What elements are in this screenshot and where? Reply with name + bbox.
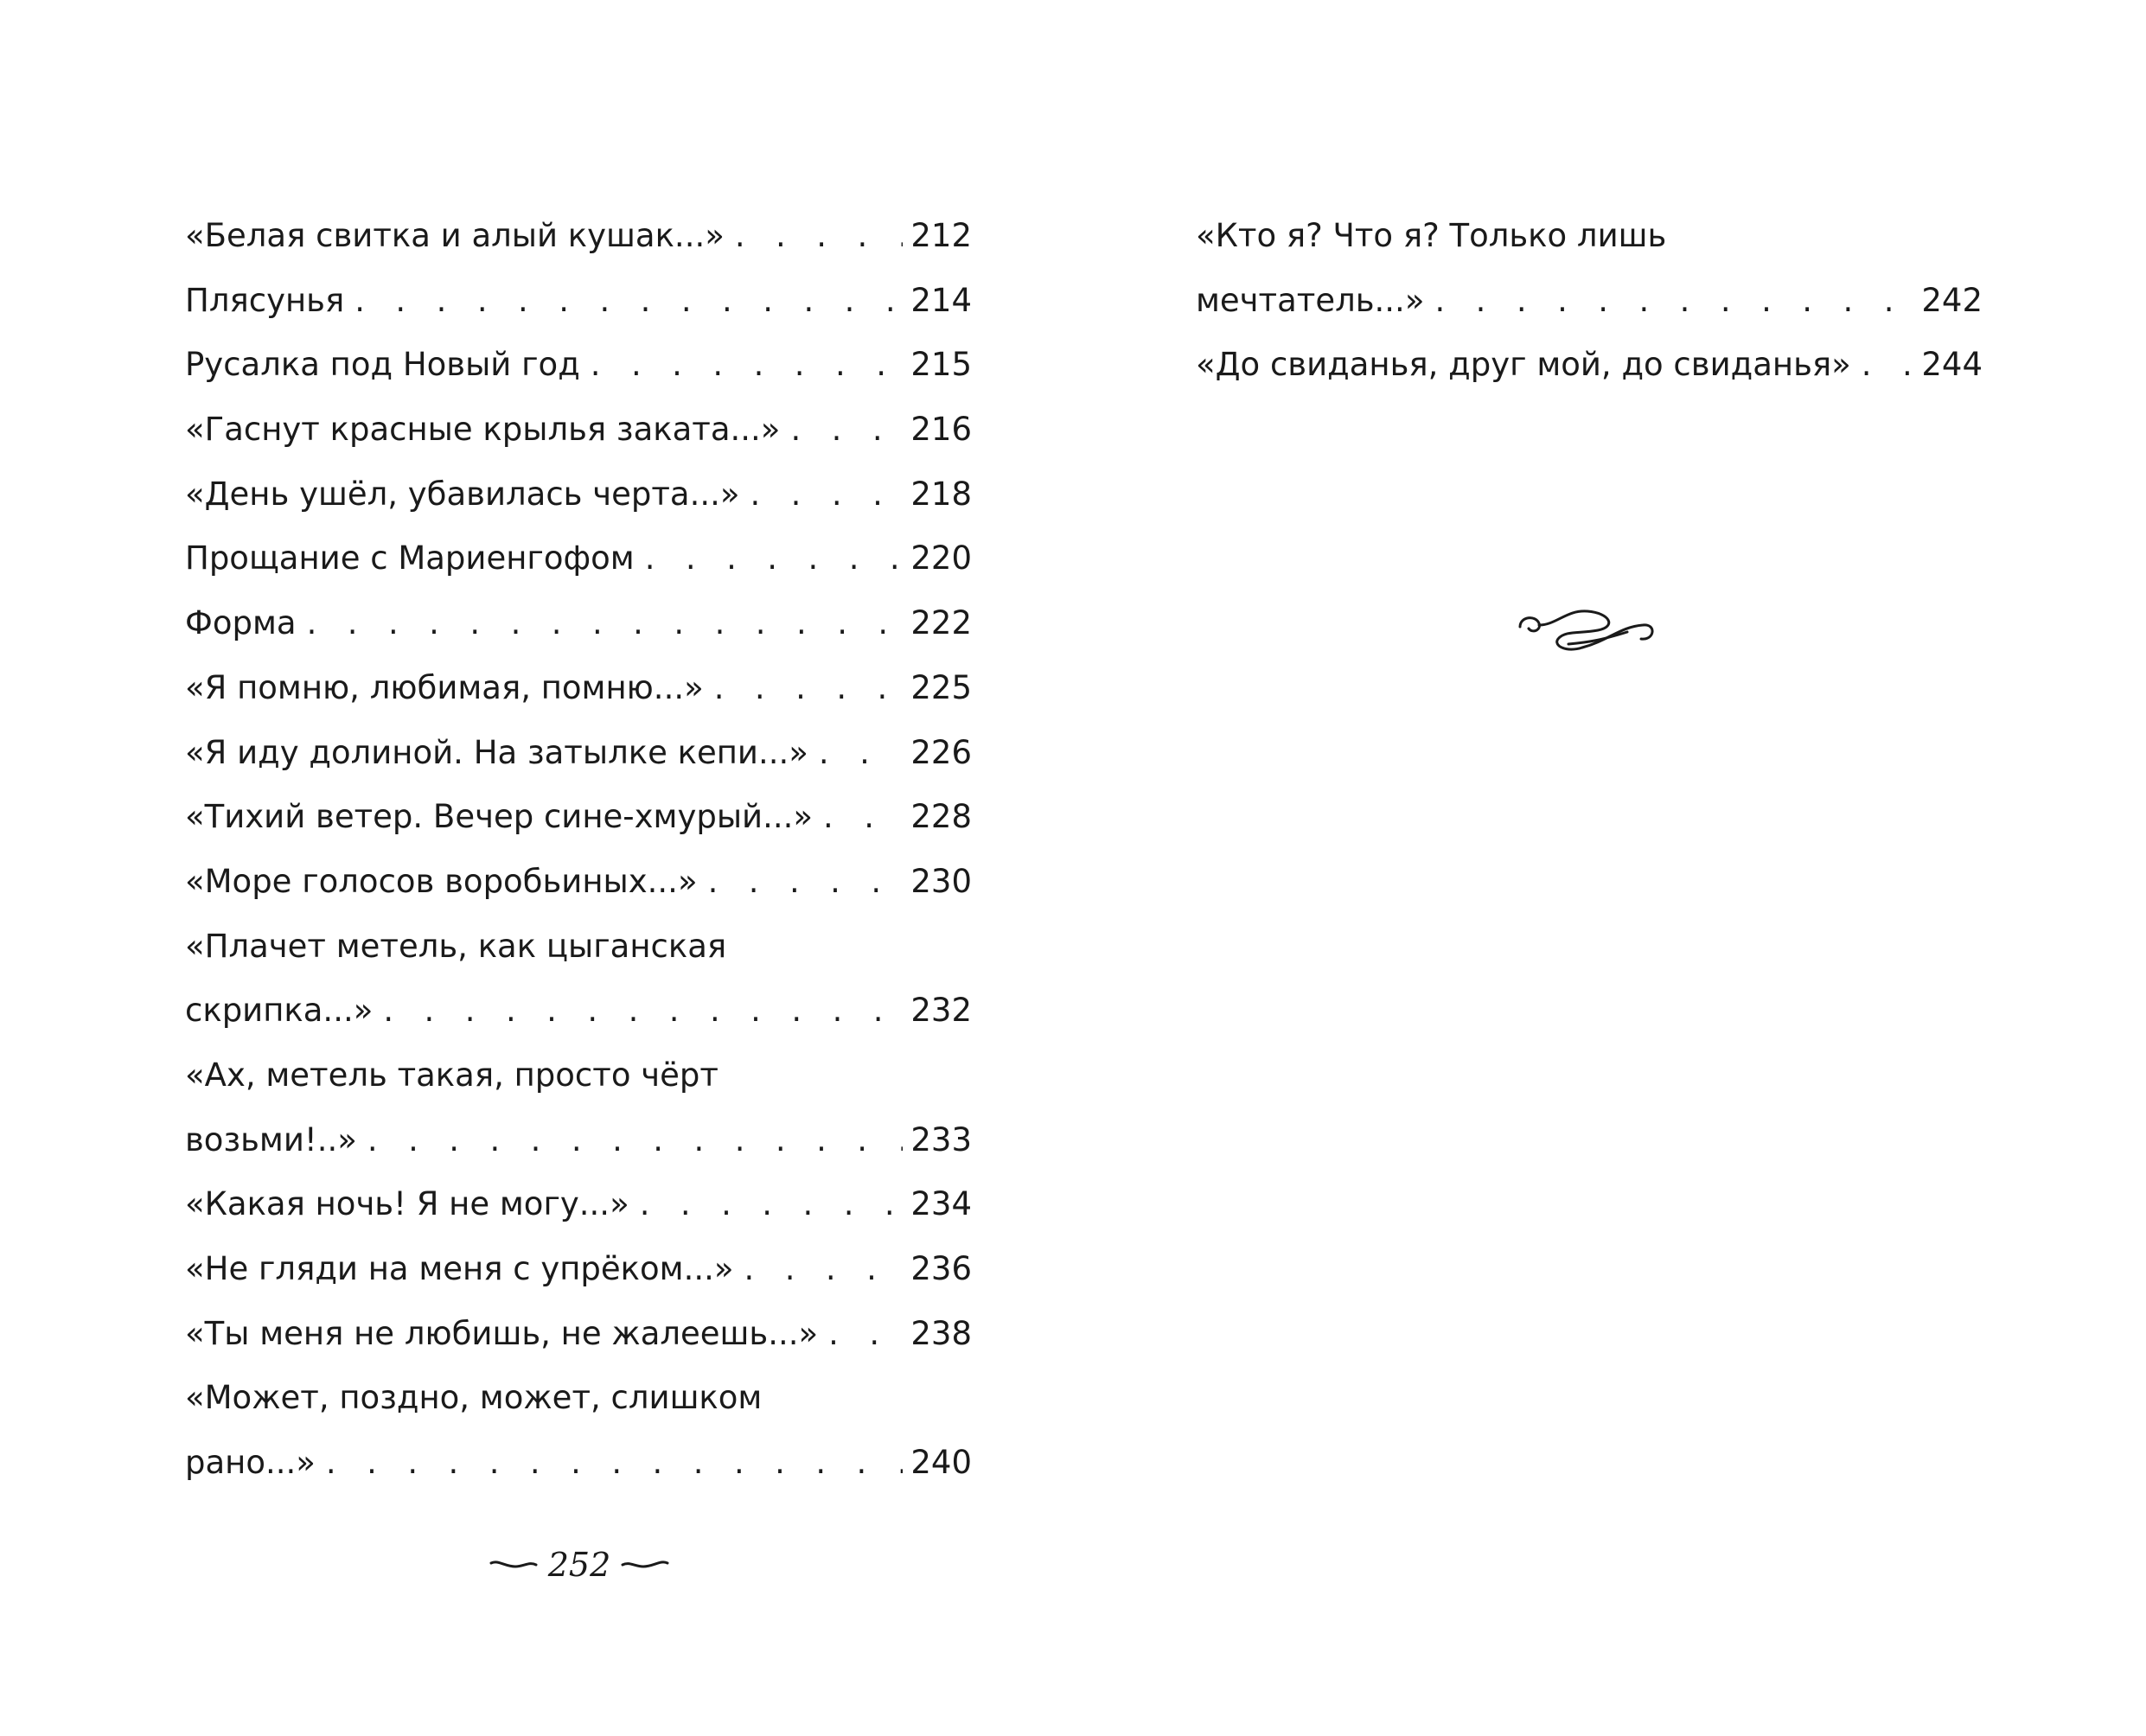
toc-entry-title: «Плачет метель, как цыганская bbox=[185, 927, 727, 965]
dot-leader bbox=[739, 463, 903, 527]
dot-leader bbox=[580, 333, 903, 398]
dot-leader bbox=[357, 1108, 903, 1173]
toc-entry-title: Плясунья bbox=[185, 281, 345, 319]
toc-entry-line bbox=[185, 979, 972, 1044]
dot-leader bbox=[725, 204, 903, 269]
dot-leader bbox=[373, 979, 903, 1044]
toc-page-number: 222 bbox=[910, 604, 972, 642]
toc-entry-title: «Тихий ветер. Вечер сине-хмурый...» bbox=[185, 798, 814, 836]
dot-leader bbox=[297, 591, 903, 656]
toc-entry-line bbox=[185, 1237, 972, 1302]
toc-entry-line bbox=[1196, 333, 1983, 398]
dot-leader bbox=[818, 1302, 903, 1367]
toc-entry-line bbox=[185, 1044, 972, 1108]
toc-entry-title: скрипка...» bbox=[185, 992, 374, 1030]
toc-entry bbox=[185, 1237, 972, 1302]
dot-leader bbox=[780, 398, 903, 463]
toc-page-number: 242 bbox=[1921, 281, 1983, 319]
toc-entry-title: Форма bbox=[185, 604, 297, 642]
toc-entry-title: «Кто я? Что я? Только лишь bbox=[1196, 217, 1667, 254]
dot-leader bbox=[1851, 333, 1913, 398]
toc-page-number: 216 bbox=[910, 411, 972, 449]
toc-page-number: 212 bbox=[910, 217, 972, 254]
toc-entry bbox=[185, 850, 972, 915]
toc-page-number: 214 bbox=[910, 281, 972, 319]
toc-entry-title: «Какая ночь! Я не могу...» bbox=[185, 1185, 629, 1223]
toc-left-column bbox=[185, 204, 972, 1496]
toc-entry-title: «Море голосов воробьиных...» bbox=[185, 862, 698, 900]
toc-entry-title: рано...» bbox=[185, 1444, 316, 1482]
toc-entry bbox=[185, 591, 972, 656]
dot-leader bbox=[704, 656, 903, 721]
toc-entry-line bbox=[1196, 204, 1983, 269]
toc-entry bbox=[185, 463, 972, 527]
toc-right-column bbox=[1196, 204, 1983, 398]
toc-entry-title: «Не гляди на меня с упрёком...» bbox=[185, 1250, 734, 1287]
toc-entry bbox=[185, 1302, 972, 1367]
toc-entry-title: «Может, поздно, может, слишком bbox=[185, 1379, 763, 1417]
page-folio bbox=[484, 1539, 674, 1591]
toc-page-number: 230 bbox=[910, 862, 972, 900]
dot-leader bbox=[1424, 269, 1913, 334]
dot-leader bbox=[344, 269, 903, 334]
dot-leader bbox=[629, 1172, 903, 1237]
toc-entry-title: Русалка под Новый год bbox=[185, 346, 580, 384]
toc-entry bbox=[185, 1044, 972, 1172]
toc-entry-title: «День ушёл, убавилась черта...» bbox=[185, 475, 740, 513]
toc-entry-line bbox=[185, 656, 972, 721]
dot-leader bbox=[813, 785, 903, 850]
toc-entry-line bbox=[185, 463, 972, 527]
flourish-ornament-icon bbox=[1513, 592, 1656, 661]
toc-entry bbox=[185, 1172, 972, 1237]
toc-entry-title: «Ты меня не любишь, не жалеешь...» bbox=[185, 1314, 819, 1352]
toc-entry-line bbox=[185, 721, 972, 786]
toc-page-number: 233 bbox=[910, 1120, 972, 1158]
toc-entry bbox=[185, 656, 972, 721]
toc-entry-line bbox=[185, 1302, 972, 1367]
toc-entry-line bbox=[185, 850, 972, 915]
toc-entry-title: «Я иду долиной. На затылке кепи...» bbox=[185, 733, 808, 771]
toc-entry-line bbox=[185, 204, 972, 269]
toc-entry bbox=[185, 1366, 972, 1495]
toc-entry bbox=[1196, 333, 1983, 398]
left-swash-icon bbox=[489, 1556, 538, 1573]
toc-entry-line bbox=[1196, 269, 1983, 334]
toc-entry-title: «Я помню, любимая, помню...» bbox=[185, 668, 704, 706]
toc-entry-title: Прощание с Мариенгофом bbox=[185, 539, 635, 578]
toc-entry-title: «Гаснут красные крылья заката...» bbox=[185, 411, 781, 449]
toc-entry bbox=[185, 527, 972, 591]
toc-entry-line bbox=[185, 915, 972, 980]
toc-entry bbox=[185, 398, 972, 463]
toc-page-number: 236 bbox=[910, 1250, 972, 1287]
toc-entry-line bbox=[185, 1366, 972, 1431]
toc-page-number: 220 bbox=[910, 539, 972, 578]
right-swash-icon bbox=[621, 1556, 669, 1573]
toc-page-number: 215 bbox=[910, 346, 972, 384]
toc-entry-line bbox=[185, 1108, 972, 1173]
toc-page-number: 225 bbox=[910, 668, 972, 706]
toc-entry bbox=[185, 333, 972, 398]
toc-entry bbox=[185, 785, 972, 850]
toc-entry bbox=[185, 915, 972, 1044]
toc-entry-line bbox=[185, 269, 972, 334]
toc-page-number: 244 bbox=[1921, 346, 1983, 384]
toc-entry-line bbox=[185, 398, 972, 463]
toc-entry bbox=[1196, 204, 1983, 333]
toc-page-number: 232 bbox=[910, 992, 972, 1030]
toc-entry-line bbox=[185, 333, 972, 398]
toc-entry bbox=[185, 269, 972, 334]
toc-page-number: 226 bbox=[910, 733, 972, 771]
toc-entry-line bbox=[185, 1172, 972, 1237]
dot-leader bbox=[316, 1431, 903, 1496]
toc-entry-title: возьми!..» bbox=[185, 1120, 357, 1158]
toc-page-number: 238 bbox=[910, 1314, 972, 1352]
toc-entry-line bbox=[185, 527, 972, 591]
toc-entry-line bbox=[185, 785, 972, 850]
toc-entry-line bbox=[185, 1431, 972, 1496]
toc-entry-line bbox=[185, 591, 972, 656]
dot-leader bbox=[808, 721, 903, 786]
toc-page-number: 228 bbox=[910, 798, 972, 836]
toc-entry bbox=[185, 721, 972, 786]
toc-entry-title: «Белая свитка и алый кушак...» bbox=[185, 217, 725, 254]
toc-entry-title: «До свиданья, друг мой, до свиданья» bbox=[1196, 346, 1851, 384]
page-number: 252 bbox=[547, 1546, 611, 1584]
toc-page-number: 240 bbox=[910, 1444, 972, 1482]
toc-entry-title: мечтатель...» bbox=[1196, 281, 1425, 319]
toc-page-number: 234 bbox=[910, 1185, 972, 1223]
toc-entry-title: «Ах, метель такая, просто чёрт bbox=[185, 1056, 719, 1094]
dot-leader bbox=[698, 850, 903, 915]
toc-entry bbox=[185, 204, 972, 269]
dot-leader bbox=[635, 527, 903, 591]
dot-leader bbox=[734, 1237, 904, 1302]
toc-page-number: 218 bbox=[910, 475, 972, 513]
